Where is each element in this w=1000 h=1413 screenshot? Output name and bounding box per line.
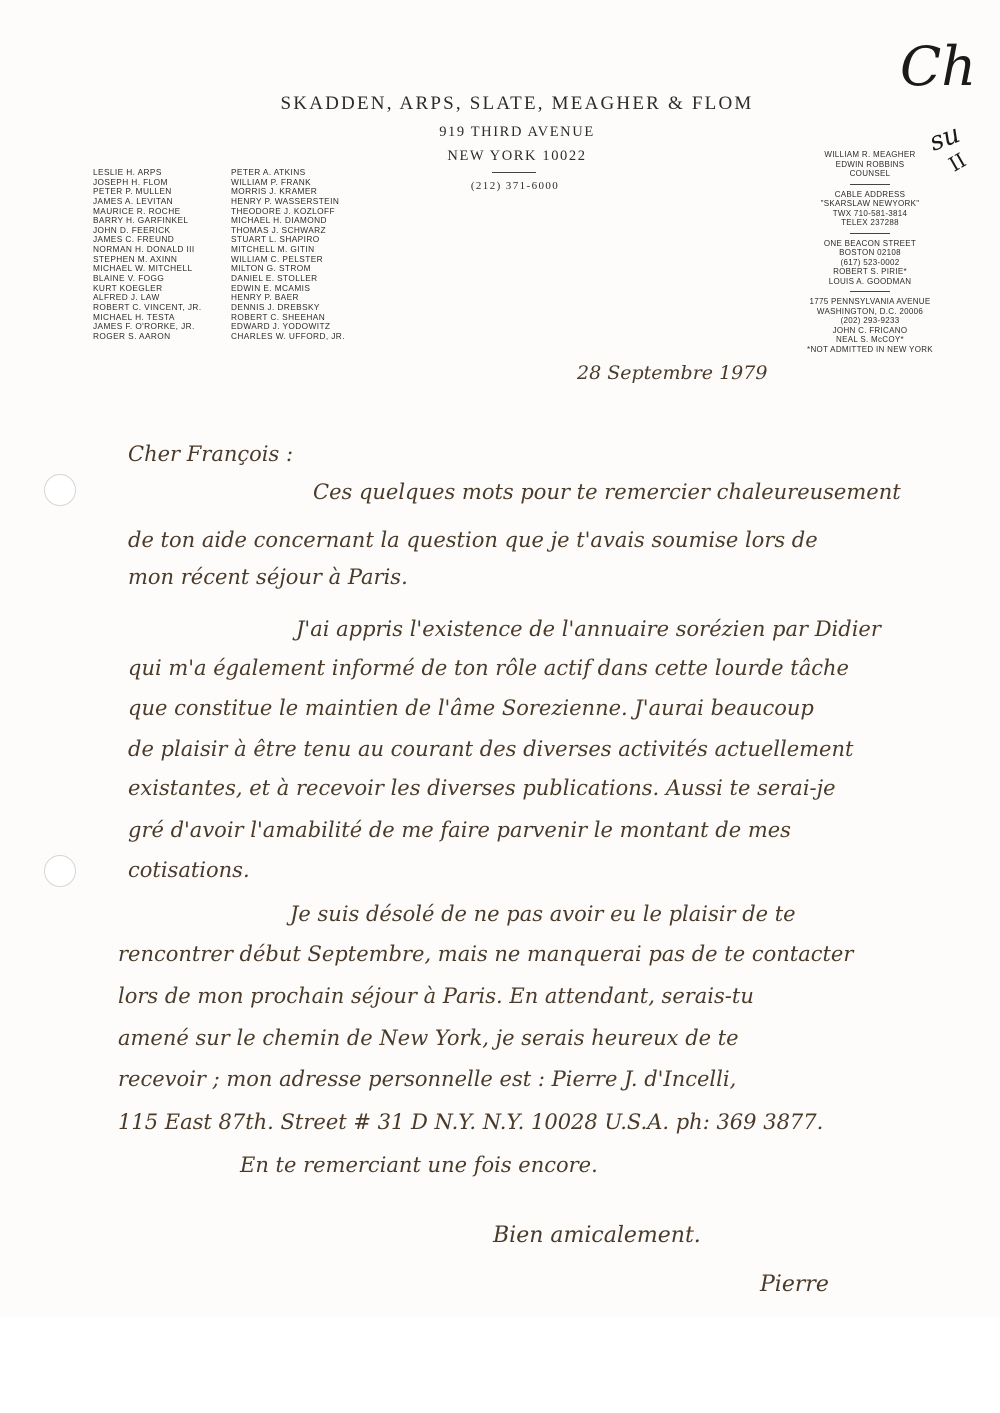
partner-name: EDWARD J. YODOWITZ	[231, 321, 331, 332]
firm-address-line2: NEW YORK 10022	[447, 148, 587, 164]
partner-name: LESLIE H. ARPS	[93, 167, 162, 177]
washington-line: (202) 293-9233	[840, 316, 900, 325]
salutation: Cher François :	[128, 442, 294, 466]
firm-phone: (212) 371-6000	[470, 180, 560, 192]
partner-name: EDWIN E. MCAMIS	[231, 282, 311, 293]
letter-line: lors de mon prochain séjour à Paris. En attendant, serais-tu	[118, 984, 754, 1008]
letter-line: gré d'avoir l'amabilité de me faire parvenir le montant de mes	[128, 818, 791, 842]
partner-name: ROBERT C. VINCENT, JR.	[93, 301, 202, 312]
partner-name: ALFRED J. LAW	[93, 292, 160, 303]
signature: Pierre	[760, 1272, 829, 1297]
boston-line: (617) 523-0002	[840, 257, 900, 267]
partner-name: THEODORE J. KOZLOFF	[231, 205, 335, 216]
partner-name: BLAINE V. FOGG	[93, 273, 165, 284]
letter-line: de plaisir à être tenu au courant des diverses activités actuellement	[128, 737, 854, 761]
boston-line: LOUIS A. GOODMAN	[828, 276, 912, 286]
partner-name: NORMAN H. DONALD III	[93, 244, 195, 255]
partner-name: MITCHELL M. GITIN	[231, 244, 315, 255]
washington-line: JOHN C. FRICANO	[832, 325, 908, 335]
partner-name: HENRY P. BAER	[231, 292, 299, 303]
boston-line: ONE BEACON STREET	[823, 238, 917, 248]
washington-line: NEAL S. McCOY*	[836, 335, 904, 344]
cable-line: TELEX 237288	[841, 218, 899, 227]
letter-line: rencontrer début Septembre, mais ne manquerai pas de te contacter	[118, 942, 854, 966]
partner-name: ROGER S. AARON	[93, 330, 171, 341]
partner-name: MICHAEL H. TESTA	[93, 311, 175, 322]
partner-name: MILTON G. STROM	[231, 263, 311, 274]
partner-name: KURT KOEGLER	[93, 282, 163, 293]
letter-line: cotisations.	[128, 858, 250, 882]
margin-mark: su	[925, 119, 965, 158]
partner-name: DENNIS J. DREBSKY	[231, 301, 320, 312]
partner-name: JAMES F. O'RORKE, JR.	[93, 321, 195, 332]
partner-name: JAMES A. LEVITAN	[93, 195, 174, 206]
letter-line: que constitue le maintien de l'âme Sorezienne. J'aurai beaucoup	[128, 696, 814, 720]
partner-name: PETER P. MULLEN	[93, 186, 172, 197]
letter-line: Je suis désolé de ne pas avoir eu le plaisir de te	[290, 902, 796, 926]
boston-line: BOSTON 02108	[839, 248, 901, 257]
letter-date: 28 Septembre 1979	[577, 362, 768, 384]
partner-name: JOSEPH H. FLOM	[93, 176, 168, 187]
counsel-name: WILLIAM R. MEAGHER	[824, 150, 916, 159]
partner-name: STUART L. SHAPIRO	[231, 234, 320, 245]
partner-name: JAMES C. FREUND	[93, 234, 175, 245]
letter-line: J'ai appris l'existence de l'annuaire sorézien par Didier	[296, 617, 881, 641]
partner-name: MICHAEL H. DIAMOND	[231, 215, 327, 226]
washington-line: WASHINGTON, D.C. 20006	[816, 306, 924, 316]
partner-name: WILLIAM C. PELSTER	[231, 253, 324, 264]
partner-name: HENRY P. WASSERSTEIN	[231, 195, 340, 206]
washington-line: *NOT ADMITTED IN NEW YORK	[807, 344, 933, 354]
counsel-label: COUNSEL	[849, 169, 891, 178]
partner-name: PETER A. ATKINS	[231, 167, 306, 177]
letter-line: En te remerciant une fois encore.	[240, 1153, 598, 1177]
letter-line: existantes, et à recevoir les diverses publications. Aussi te serai-je	[128, 776, 836, 800]
punch-hole	[44, 474, 76, 506]
letter-line: de ton aide concernant la question que je t'avais soumise lors de	[128, 528, 818, 552]
letter-line: 115 East 87th. Street # 31 D N.Y. N.Y. 10028 U.S.A. ph: 369 3877.	[118, 1110, 824, 1134]
cable-line: CABLE ADDRESS	[834, 189, 906, 199]
boston-line: ROBERT S. PIRIE*	[833, 267, 907, 276]
washington-line: 1775 PENNSYLVANIA AVENUE	[809, 297, 931, 306]
partner-name: THOMAS J. SCHWARZ	[231, 224, 326, 235]
partner-name: DANIEL E. STOLLER	[231, 273, 318, 284]
counsel-name: EDWIN ROBBINS	[835, 159, 905, 169]
firm-address-line1: 919 THIRD AVENUE	[439, 124, 595, 140]
letter-line: Ces quelques mots pour te remercier chaleureusement	[313, 480, 901, 504]
punch-hole	[44, 855, 76, 887]
cable-line: "SKARSLAW NEWYORK"	[820, 199, 920, 208]
partner-name: MICHAEL W. MITCHELL	[93, 263, 193, 274]
closing: Bien amicalement.	[493, 1223, 701, 1248]
partner-name: CHARLES W. UFFORD, JR.	[231, 330, 345, 341]
partner-name: JOHN D. FEERICK	[93, 224, 171, 235]
partner-name: MORRIS J. KRAMER	[231, 186, 318, 197]
partner-name: WILLIAM P. FRANK	[231, 176, 312, 187]
letter-line: mon récent séjour à Paris.	[128, 565, 408, 589]
cable-line: TWX 710-581-3814	[832, 208, 908, 218]
letter-line: amené sur le chemin de New York, je serais heureux de te	[118, 1026, 739, 1050]
partner-name: MAURICE R. ROCHE	[93, 205, 181, 216]
margin-mark: Ch	[900, 35, 977, 98]
margin-mark: II	[944, 147, 971, 177]
letter-line: qui m'a également informé de ton rôle actif dans cette lourde tâche	[128, 656, 849, 680]
partner-name: STEPHEN M. AXINN	[93, 253, 178, 264]
partner-name: ROBERT C. SHEEHAN	[231, 311, 326, 322]
letter-line: recevoir ; mon adresse personnelle est : Pierre J. d'Incelli,	[118, 1067, 737, 1091]
partner-name: BARRY H. GARFINKEL	[93, 215, 189, 226]
firm-name: SKADDEN, ARPS, SLATE, MEAGHER & FLOM	[280, 93, 754, 114]
